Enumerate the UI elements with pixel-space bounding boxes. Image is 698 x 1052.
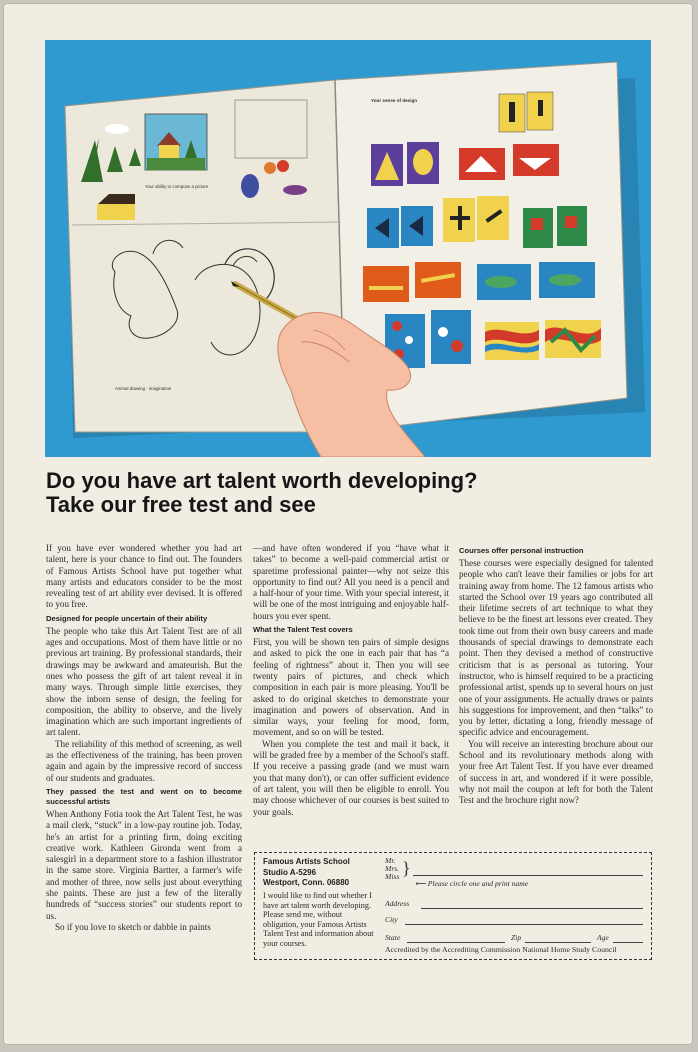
coupon-address-block [263,857,350,889]
paragraph: When you complete the test and mail it back, it will be graded free by a member of the School's staff. If you receive a passing grade (and we must warn you that many don't), or can offer sufficient evidence of art talent, you will then be eligible to enroll. You may choose whichever of our courses is best suited to your goals. [253,738,449,817]
state-label: State [385,933,401,942]
paragraph: —and have often wondered if you “have what it takes” to become a well-paid commercial artist or sparetime professional painter—why not seize this opportunity to find out? All you need is a pencil and a half-hour of your time. With your special interest, it will be one of the most intriguing and enjoyable half-hours you ever spent. [253,543,449,621]
paragraph: The people who take this Art Talent Test are of all ages and occupations. Most of them have little or no previous art training. By professional standards, their drawings may be awkward and amateurish. But the ones who possess the gift of art talent reveal it in many ways. Through simple little exercises, they show the inborn sense of design, the feeling for composition, the ability to observe, and the lively imagination which are such important ingredients of art talent. [46,625,242,738]
address-label: Address [385,899,410,908]
age-field[interactable] [613,942,643,943]
test-booklet-illustration [45,40,651,457]
illustration-bottom-caption: Animal drawing · imagination [115,386,172,391]
subheading: Courses offer personal instruction [459,546,584,555]
coupon-request-text: I would like to find out whether I have art talent worth developing. Please send me, without obligation, your Famous Artists Talent Test and information about your courses. [263,891,374,948]
headline-line-2: Take our free test and see [46,492,316,517]
name-field[interactable] [413,875,643,876]
brace-glyph: } [402,858,411,878]
paragraph: When Anthony Fotia took the Art Talent Test, he was a mail clerk, “stuck” in a low-pay routine job. Today, he's an artist for a printing firm, doing exciting creative work. Kathleen Gironda went from a salesgirl in a department store to a fashion illustrator in the same store. Virginia Bartter, a farmer's wife and mother of three, now sells just about everything she paints. These are just a few of the literally hundreds of “success stories” our students report to us. [46,808,242,921]
paragraph: You will receive an interesting brochure about our School and its revolutionary methods along with your free Art Talent Test. If you have ever dreamed of success in art, and wondered if it were possible, why not mail the coupon at left for both the Talent Test and the brochure right now? [459,738,653,806]
age-label: Age [597,933,609,942]
zip-label: Zip [511,933,522,942]
subheading: They passed the test and went on to become successful artists [46,786,242,806]
address-field[interactable] [421,908,643,909]
paragraph: First, you will be shown ten pairs of simple designs and asked to pick the one in each pair that has “a feeling of rightness” about it. Then you will see twenty pairs of pictures, and check which composition in each pair is more pleasing. You'll be asked to do original sketches to demonstrate your imagination and powers of observation. And in similar ways, your feeling for mood, form, movement, and so on will be tested. [253,637,449,738]
illustration-right-title: Your sense of design [371,98,418,103]
paragraph: The reliability of this method of screening, as well as the effectiveness of the training, has been proven again and again by the impressive record of success of our students and graduates. [46,738,242,783]
name-hint-text: Please circle one and print name [427,879,529,888]
city-field[interactable] [405,924,643,925]
paragraph: If you have ever wondered whether you had art talent, here is your chance to find out. The founders of Famous Artists School have put together what many artists and educators consider to be the most revealing test of art ability ever devised. It is offered to you free. [46,543,242,610]
name-hint [415,879,528,888]
salutation-mrs: Mrs. [385,864,400,873]
text-column-1 [46,543,242,933]
illustration-left-caption: Your ability to compose a picture [145,184,209,189]
subheading: Designed for people uncertain of their ability [46,613,208,623]
salutation-miss: Miss [385,872,400,881]
school-city: Westport, Conn. 06880 [263,878,350,887]
accreditation-note: Accredited by the Accrediting Commission National Home Study Council [385,945,617,954]
salutation-group [385,857,399,881]
salutation-mr: Mr. [385,856,396,865]
state-field[interactable] [407,942,505,943]
subheading: What the Talent Test covers [253,625,353,635]
paragraph: So if you love to sketch or dabble in paints [55,921,211,932]
school-name: Famous Artists School [263,857,350,866]
text-column-2 [253,543,449,818]
zip-field[interactable] [525,942,591,943]
studio-code: Studio A-5296 [263,867,317,877]
headline-line-1: Do you have art talent worth developing? [46,468,478,493]
paragraph: These courses were especially designed for talented people who can't leave their families or jobs for art training away from home. The 12 famous artists who started the School over 19 years ago contributed all their lifetime secrets of art technique to what they believe to be the finest art lessons ever created. They took time out from their own busy careers and made thousands of special drawings to demonstrate each point. Then they devised a method of constructive criticism that is as personal as tutoring. Your instructor, who is himself required to be a practicing professional artist, spends up to several hours on just one of your assignments. He actually draws or paints his suggestions for improvement, and then “talks” to you by letter, dictating a long, friendly message of specific advice and encouragement. [459,558,653,738]
left-arrow-icon: ⟵ [415,879,428,888]
open-booklet-drawing [45,40,651,457]
city-label: City [385,915,398,924]
text-column-3 [459,543,653,807]
mail-in-coupon [254,852,652,960]
